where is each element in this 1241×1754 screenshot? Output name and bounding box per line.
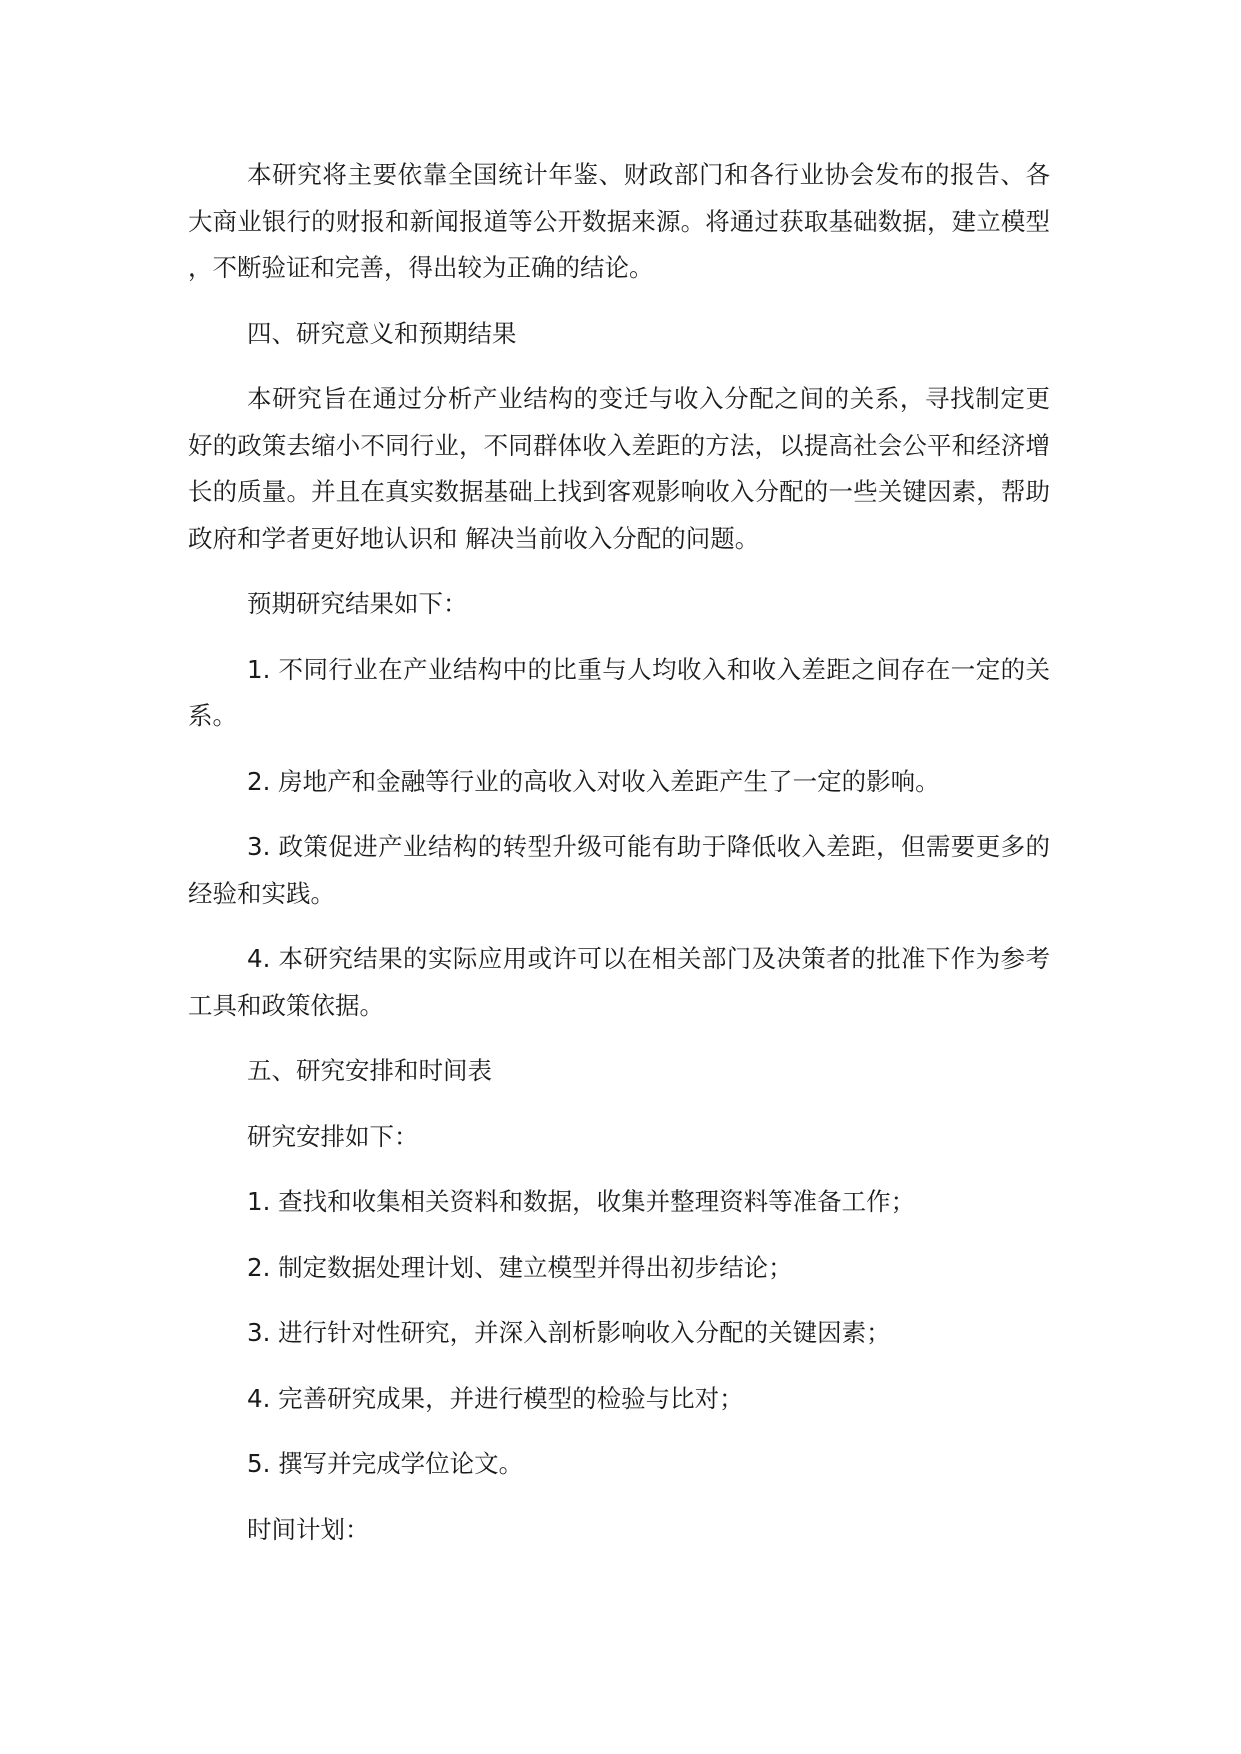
arrangement-item-5: 5. 撰写并完成学位论文。 (247, 1449, 524, 1478)
expected-result-item-4: 4. 本研究结果的实际应用或许可以在相关部门及决策者的批准下作为参考工具和政策依据。 (188, 944, 1050, 1020)
paragraph-arrangement-intro: 研究安排如下： (247, 1121, 419, 1151)
arrangement-item-2: 2. 制定数据处理计划、建立模型并得出初步结论； (247, 1252, 793, 1282)
section-heading-significance: 四、研究意义和预期结果 (247, 318, 517, 348)
section-heading-schedule: 五、研究安排和时间表 (247, 1056, 492, 1085)
paragraph-data-sources: 本研究将主要依靠全国统计年鉴、财政部门和各行业协会发布的报告、各大商业银行的财报和新闻报道等公开数据来源。将通过获取基础数据，建立模型，不断验证和完善，得出较为正确的结论。 (188, 160, 1050, 282)
paragraph-research-aim: 本研究旨在通过分析产业结构的变迁与收入分配之间的关系，寻找制定更好的政策去缩小不同行业，不同群体收入差距的方法，以提高社会公平和经济增长的质量。并且在真实数据基础上找到客观影响收入分配的一些关键因素，帮助政府和学者更好地认识和 解决当前收入分配的问题。 (188, 384, 1050, 553)
arrangement-item-3: 3. 进行针对性研究，并深入剖析影响收入分配的关键因素； (247, 1318, 891, 1347)
expected-result-item-3: 3. 政策促进产业结构的转型升级可能有助于降低收入差距，但需要更多的经验和实践。 (188, 832, 1050, 908)
arrangement-item-4: 4. 完善研究成果，并进行模型的检验与比对； (247, 1383, 744, 1413)
document-body (188, 152, 1050, 1572)
expected-result-item-2: 2. 房地产和金融等行业的高收入对收入差距产生了一定的影响。 (247, 766, 940, 796)
paragraph-time-plan-label: 时间计划： (247, 1514, 370, 1544)
arrangement-item-1: 1. 查找和收集相关资料和数据，收集并整理资料等准备工作； (247, 1187, 916, 1216)
paragraph-expected-results-intro: 预期研究结果如下： (247, 589, 468, 618)
expected-result-item-1: 1. 不同行业在产业结构中的比重与人均收入和收入差距之间存在一定的关系。 (188, 654, 1050, 730)
